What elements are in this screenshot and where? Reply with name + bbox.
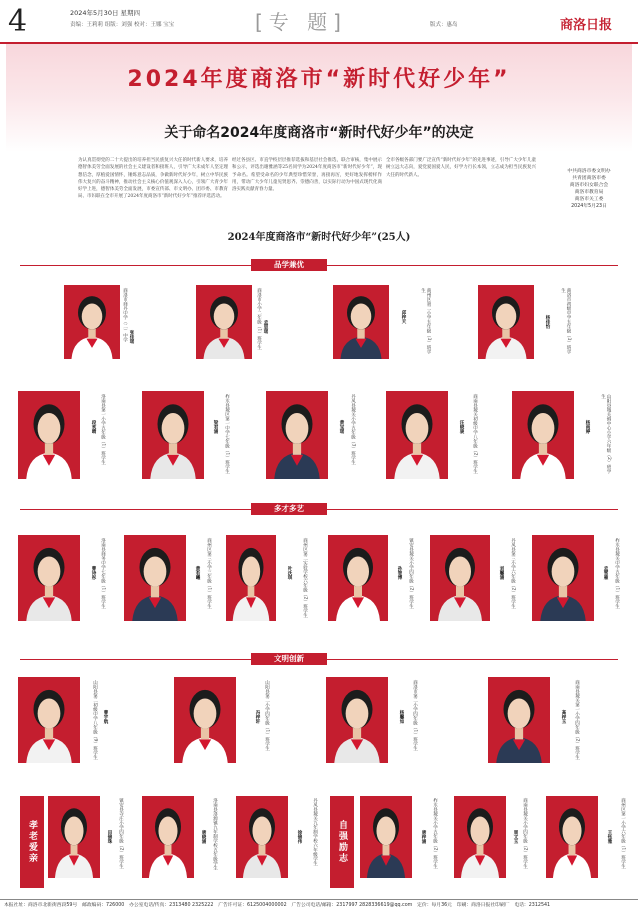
portrait-figure [333,285,389,359]
person-name: 徐锦伟 [297,830,302,844]
person-name: 唐梓涵 [421,830,426,844]
portrait-figure [328,535,388,621]
person-school: 商洛市商丹中学（二）中学 [122,288,128,342]
person-school: 镇安县寺庄小学四年级（2）班学生 [118,798,124,869]
portrait-photo [328,535,388,621]
person-name: 梁君涵 [213,420,218,434]
portrait-photo [430,535,490,621]
issue-date: 2024年5月30日 星期四 [70,9,141,17]
portrait-face [82,304,103,330]
person-name: 王钰雅 [607,830,612,844]
page-title: 2024年度商洛市“新时代好少年” [127,67,511,92]
portrait-figure [512,391,574,479]
portrait-photo [48,796,100,878]
signatory: 商洛市关工委 [574,197,604,202]
person-name: 杨佳怡 [545,315,550,329]
person-school: 洛南县洛源镇九年制学校五年级学生 [212,798,218,870]
portrait-face [347,557,369,587]
page-number: 4 [8,4,28,39]
person-name: 高梓玉 [561,710,566,724]
signature-date: 2024年5月23日 [571,204,607,209]
person-name: 孟雪雁 [603,566,608,580]
portrait-face [144,557,167,587]
portrait-figure [18,391,80,479]
portrait-face [194,699,217,729]
signatory: 中共商洛市委文明办 [567,169,611,174]
signatories [544,168,634,210]
portrait-figure [226,535,276,621]
person-school: 洛南县第一小学五年级（1）班学生 [100,394,106,465]
portrait-figure [360,796,412,878]
portrait-figure [18,535,80,621]
person-school: 商南县城关小学四年级（2）班学生 [522,798,528,869]
portrait-figure [546,796,598,878]
portrait-face [286,413,309,444]
person-school: 镇安县城关小学四年级（2）班学生 [408,538,414,609]
category-label: 文明创新 [251,653,327,665]
portrait-figure [236,796,288,878]
portrait-photo [512,391,574,479]
person-name: 邱梓天 [401,310,406,324]
portrait-figure [478,285,534,359]
editors-credit: 责编：王莉莉 组版：刘强 校对：王娜 宝宝 [70,22,175,28]
portrait-face [532,413,555,444]
person-school: 柞水县城关小学五年级（2）班学生 [432,798,438,869]
portrait-photo [142,391,204,479]
person-name: 周文玉 [513,830,518,844]
portrait-figure [48,796,100,878]
person-name: 段欢晴 [91,420,96,434]
portrait-figure [142,796,194,878]
portrait-figure [386,391,448,479]
portrait-face [346,699,369,729]
person-school: 商州区第二小学五年级（3）班学生 [420,288,431,354]
portrait-face [242,557,260,587]
person-school: 商南县城关初级中学八年级（2）班学生 [472,394,478,474]
portrait-photo [196,285,252,359]
portrait-face [38,699,61,729]
portrait-photo [386,391,448,479]
portrait-figure [488,677,550,763]
person-name: 孙智博 [397,566,402,580]
portrait-photo [266,391,328,479]
person-name: 冯梓轩 [255,710,260,724]
portrait-photo [454,796,506,878]
design-credit: 版式：惠岛 [430,22,458,28]
portrait-photo [64,285,120,359]
signatory: 商洛市妇女联合会 [569,183,609,188]
portrait-photo [532,535,594,621]
portrait-photo [488,677,550,763]
portrait-face [38,557,61,587]
portrait-figure [532,535,594,621]
person-school: 商洛市第二小学四年级（1）班学生 [412,680,418,751]
portrait-face [552,557,575,587]
person-school: 丹凤县城关九年制学校六年级学生 [312,798,318,866]
portrait-face [214,304,235,330]
person-name: 唐晓涵 [201,830,206,844]
person-name: 田锦珠 [107,830,112,844]
decision-title: 关于命名2024年度商洛市“新时代好少年”的决定 [164,125,474,141]
portrait-figure [64,285,120,359]
person-school: 山阳县第二小学四年级（1）班学生 [264,680,270,751]
portrait-figure [196,285,252,359]
portrait-photo [236,796,288,878]
portrait-figure [326,677,388,763]
person-name: 孟思瑶 [263,320,268,334]
portrait-figure [124,535,186,621]
portrait-photo [18,677,80,763]
portrait-face [162,413,185,444]
person-school: 丹凤县城关小学五年级（3）班学生 [350,394,356,465]
newspaper-logo: 商洛日报 [560,18,613,33]
body-column-1: 为认真贯彻党的二十大提出的培养担当民族复兴大任的时代新人要求，培养德智体美劳全面发展的社会主义建设者和接班人，引导广大未成年人坚定理想信念，厚植爱国情怀，锤炼意志品质，争做新时代好少年，树立中华民族伟大复兴的奋斗精神，推动社会主义核心价值观深入人心，引领广大青少年好学上进，德智体美劳全面发展，市委宣传部、市文明办、团市委、市教育局、市妇联在全市开展了2024年度商洛市“新时代好少年”推荐评选活动。 [78,158,228,200]
person-school: 商州区第一小学六年级（1）班学生 [620,798,626,869]
portrait-photo [326,677,388,763]
person-name: 黄若曦 [195,566,200,580]
portrait-face [38,413,61,444]
portrait-face [449,557,471,587]
signatory: 共青团商洛市委 [572,176,606,181]
person-name: 汪晓骏 [459,420,464,434]
portrait-face [406,413,429,444]
page-footer: 本报社址：商洛市北新街西段59号 邮政编码：726000 办公室电话/传真：2313480 2325222 广告许可证：6125004000002 广告公司电话/邮箱：2317997 2828336619@qq.com 定价：每月36元 印刷：商洛日报社印刷厂 电话：2312541 [0,899,638,914]
person-school: 柞水县城区第一中学七年级（1）班学生 [224,394,230,474]
body-column-2: 经过各县区、市直学校层层推荐选拔和基层社会推选，联合审核，集中展示和公示，评选出谢雅涵等25名同学为2024年度商洛市“新时代好少年”，现予命名。希望受命名的少年典型珍惜荣誉，再接再厉，更好地发挥榜样作用，带动广大少年儿童见贤思齐、崇德向善，以实际行动为中国式现代化商洛实践贡献青春力量。 [232,158,382,193]
person-school: 洛南县商务中学七年级（1）班学生 [100,538,106,609]
category-label-side: 自强励志 [330,796,354,888]
person-school: 商洛市小学二年级（1）班学生 [256,288,262,350]
section-label: [专 题] [255,10,347,34]
person-school: 山阳县城关镇中心小学六年级（2）班学生 [600,394,611,474]
category-label-side: 孝老爱亲 [20,796,44,888]
portrait-photo [546,796,598,878]
person-name: 杨雨婷 [585,420,590,434]
body-column-3: 全市各级各部门要广泛宣传“新时代好少年”的先进事迹，引导广大少年儿童树立远大志向，爱党爱国爱人民，好学力行长本领，立志成为担当民族复兴大任的时代新人。 [386,158,536,178]
person-name: 叶沃琪 [287,566,292,580]
portrait-figure [454,796,506,878]
portrait-figure [18,677,80,763]
portrait-photo [124,535,186,621]
portrait-face [496,304,517,330]
portrait-face [508,699,531,729]
portrait-face [252,817,271,846]
portrait-face [158,817,177,846]
portrait-photo [142,796,194,878]
portrait-photo [18,391,80,479]
person-school: 商南县城关第一小学四年级（2）班学生 [574,680,580,760]
person-name: 张佳瑶 [129,330,134,344]
person-school: 丹凤县第三小学六年级（2）班学生 [510,538,516,609]
portrait-figure [174,677,236,763]
person-name: 杨馨如 [399,710,404,724]
person-school: 商州区第三小学三年级（1）班学生 [206,538,212,609]
portrait-photo [18,535,80,621]
signatory: 商洛市教育局 [574,190,604,195]
person-school: 柞水县城关中学五年级（1）班学生 [614,538,620,609]
portrait-photo [333,285,389,359]
person-name: 刘馨涵 [499,566,504,580]
person-school: 商洛市初级中学五年级（3）班学生 [560,288,571,354]
portrait-face [562,817,581,846]
portrait-face [470,817,489,846]
person-school: 山阳县第二初级中学八年级（9）班学生 [92,680,98,760]
portrait-photo [174,677,236,763]
person-name: 曹宇航 [103,710,108,724]
category-label: 品学兼优 [251,259,327,271]
portrait-photo [226,535,276,621]
person-school: 商州区第二实验学校六年级（2）班学生 [302,538,308,618]
portrait-face [351,304,372,330]
category-label: 多才多艺 [251,503,327,515]
portrait-figure [430,535,490,621]
list-title: 2024年度商洛市“新时代好少年”(25人) [227,232,411,243]
portrait-face [376,817,395,846]
portrait-figure [142,391,204,479]
person-name: 曹诗彤 [91,566,96,580]
portrait-photo [360,796,412,878]
portrait-figure [266,391,328,479]
portrait-face [64,817,83,846]
portrait-photo [478,285,534,359]
person-name: 黄宝瑶 [339,420,344,434]
